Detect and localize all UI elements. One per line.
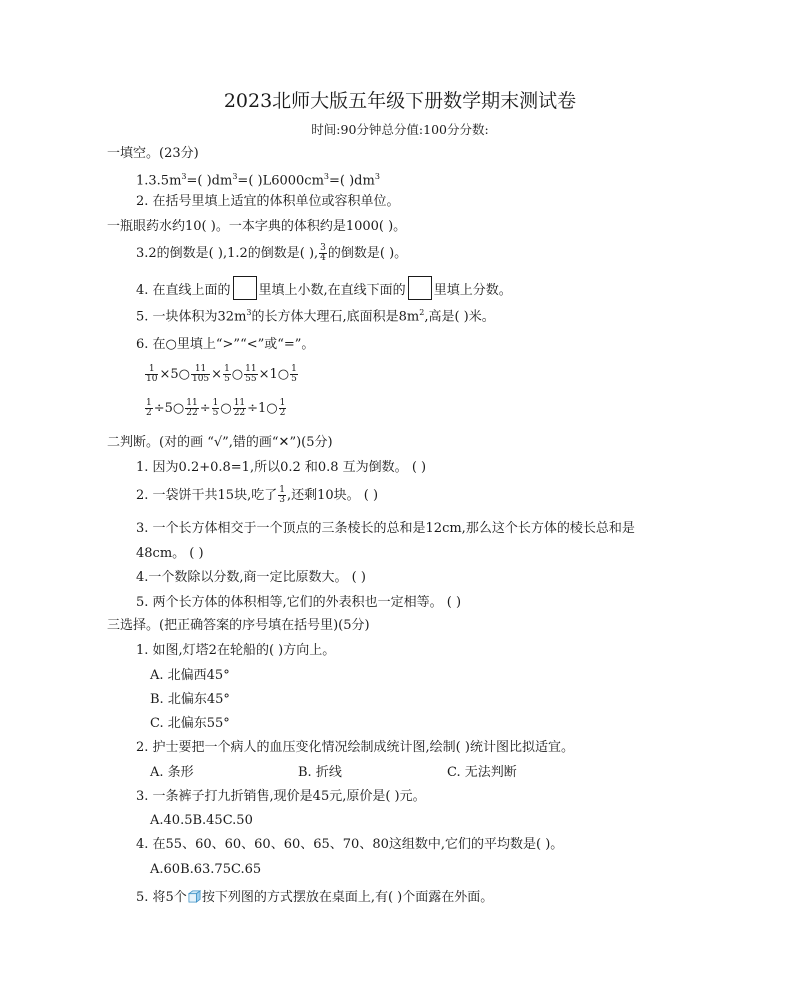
- option-3-2-c: C. 无法判断: [447, 765, 517, 780]
- question-2-3-cont: 48cm。 ( ): [136, 546, 204, 561]
- option-3-1-c: C. 北偏东55°: [150, 716, 230, 731]
- cube-icon: [188, 890, 201, 903]
- page-title: 2023北师大版五年级下册数学期末测试卷: [223, 90, 577, 112]
- question-1-5: 5. 一块体积为$32m^3$的长方体大理石,底面积是$8m^2$,高是( )米。: [136, 308, 495, 325]
- option-3-2-b: B. 折线: [298, 765, 342, 780]
- question-1-6: 6. 在○里填上“>”“<”或“=”。: [136, 337, 315, 352]
- question-1-4: 4. 在直线上面的 里填上小数,在直线下面的 里填上分数。: [136, 276, 512, 300]
- options-3-4: A.60B.63.75C.65: [150, 862, 262, 877]
- answer-box: [233, 276, 257, 300]
- section-1-heading: 一填空。(23分): [107, 146, 199, 161]
- section-2-heading: 二判断。(对的画 “√”,错的画“✕”)(5分): [107, 435, 333, 450]
- options-3-3: A.40.5B.45C.50: [150, 813, 253, 828]
- question-3-4: 4. 在55、60、60、60、60、65、70、80这组数中,它们的平均数是( )。: [136, 837, 564, 852]
- question-2-5: 5. 两个长方体的体积相等,它们的外表积也一定相等。 ( ): [136, 595, 462, 610]
- option-3-2-a: A. 条形: [150, 765, 194, 780]
- question-1-1: $1.3.5m^3=$( )$dm^3=$( )$L6000cm^3=$( )$dm^3$: [136, 172, 380, 189]
- question-2-4: 4.一个数除以分数,商一定比原数大。 ( ): [136, 570, 366, 585]
- question-3-1: 1. 如图,灯塔2在轮船的( )方向上。: [136, 643, 336, 658]
- question-3-3: 3. 一条裤子打九折销售,现价是45元,原价是( )元。: [136, 789, 426, 804]
- section-3-heading: 三选择。(把正确答案的序号填在括号里)(5分): [107, 618, 370, 633]
- question-1-2-items: 一瓶眼药水约10( )。一本字典的体积约是1000( )。: [107, 219, 407, 234]
- question-2-2: 2. 一袋饼干共15块,吃了 $\frac{1}{3}$ ,还剩10块。 ( ): [136, 485, 379, 505]
- question-1-3: 3.2的倒数是( ),1.2的倒数是( ), $\frac{3}{4}$ 的倒数是( )。: [136, 243, 408, 263]
- question-3-5: 5. 将5个 按下列图的方式摆放在桌面上,有( )个面露在外面。: [136, 890, 494, 905]
- question-3-2: 2. 护士要把一个病人的血压变化情况绘制成统计图,绘制( )统计图比拟适宜。: [136, 740, 574, 755]
- page-subtitle: 时间:90分钟总分值:100分分数:: [311, 122, 489, 137]
- fraction: $\frac{3}{4}$: [320, 243, 326, 263]
- question-2-1: 1. 因为0.2+0.8=1,所以0.2 和0.8 互为倒数。 ( ): [136, 460, 427, 475]
- option-3-1-b: B. 北偏东45°: [150, 692, 230, 707]
- question-1-2: 2. 在括号里填上适宜的体积单位或容积单位。: [136, 194, 400, 209]
- answer-box: [408, 276, 432, 300]
- option-3-1-a: A. 北偏西45°: [150, 668, 230, 683]
- question-2-3: 3. 一个长方体相交于一个顶点的三条棱长的总和是12cm,那么这个长方体的棱长总和是: [136, 521, 635, 536]
- comparison-row-2: $\frac{1}{2}$ ÷5○ $\frac{11}{22}$ ÷ $\frac{1}{5}$ ○ $\frac{11}{22}$ ÷1○ $\frac{1}{2}$: [146, 398, 286, 418]
- comparison-row-1: $\frac{1}{10}$ ×5○ $\frac{11}{105}$ × $\frac{1}{5}$ ○ $\frac{11}{55}$ ×1○ $\frac{1}{5}$: [146, 364, 297, 384]
